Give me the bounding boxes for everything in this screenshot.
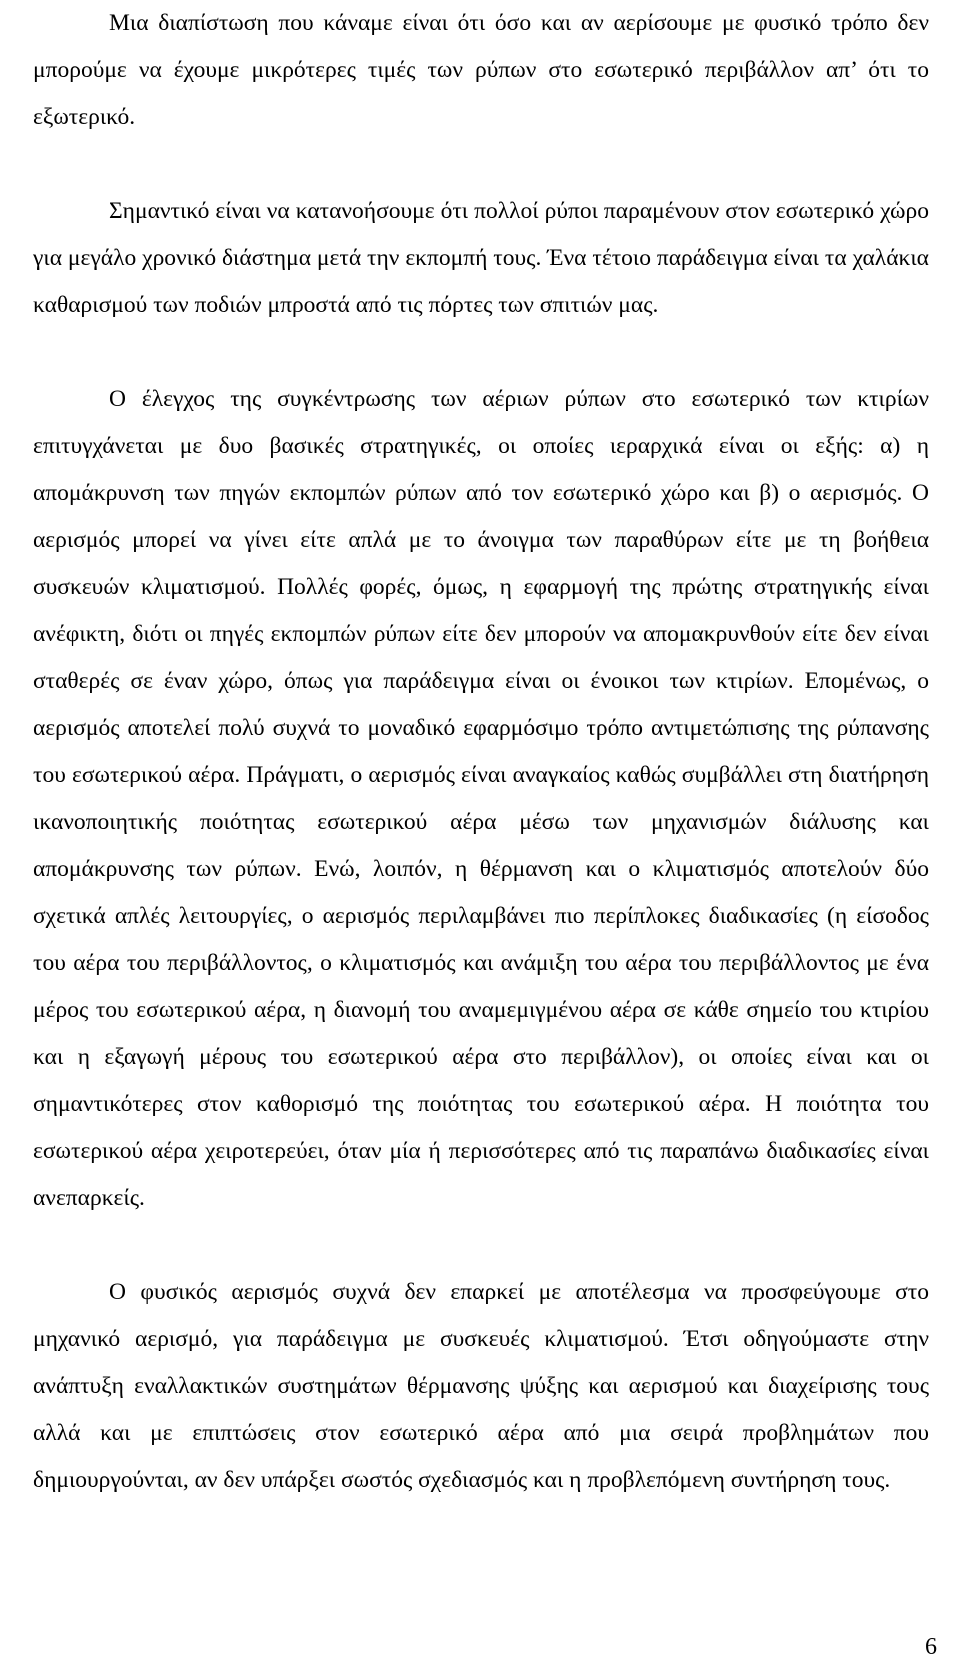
paragraph-spacer: [33, 1222, 929, 1269]
paragraph-4: Ο φυσικός αερισμός συχνά δεν επαρκεί με αποτέλεσμα να προσφεύγουμε στο μηχανικό αερισμό, για παράδειγμα με συσκευές κλιματισμού. Έτσι οδηγούμαστε στην ανάπτυξη εναλλακτικών συστημάτων θέρμανσης ψύξης και αερισμού και διαχείρισης τους αλλά και με επιπτώσεις στον εσωτερικό αέρα από μια σειρά προβλημάτων που δημιουργούνται, αν δεν υπάρξει σωστός σχεδιασμός και η προβλεπόμενη συντήρηση τους.: [33, 1279, 929, 1493]
paragraph-spacer: [33, 141, 929, 188]
paragraph-2: Σημαντικό είναι να κατανοήσουμε ότι πολλοί ρύποι παραμένουν στον εσωτερικό χώρο για μεγάλο χρονικό διάστημα μετά την εκπομπή τους. Ένα τέτοιο παράδειγμα είναι τα χαλάκια καθαρισμού των ποδιών μπροστά από τις πόρτες των σπιτιών μας.: [33, 198, 929, 318]
paragraph-1: Μια διαπίστωση που κάναμε είναι ότι όσο και αν αερίσουμε με φυσικό τρόπο δεν μπορούμε να έχουμε μικρότερες τιμές των ρύπων στο εσωτερικό περιβάλλον απ’ ότι το εξωτερικό.: [33, 10, 929, 130]
paragraph-spacer: [33, 329, 929, 376]
document-page: [33, 0, 929, 1504]
paragraph-3: Ο έλεγχος της συγκέντρωσης των αέριων ρύπων στο εσωτερικό των κτιρίων επιτυγχάνεται με δυο βασικές στρατηγικές, οι οποίες ιεραρχικά είναι οι εξής: α) η απομάκρυνση των πηγών εκπομπών ρύπων από τον εσωτερικό χώρο και β) ο αερισμός. Ο αερισμός μπορεί να γίνει είτε απλά με το άνοιγμα των παραθύρων είτε με τη βοήθεια συσκευών κλιματισμού. Πολλές φορές, όμως, η εφαρμογή της πρώτης στρατηγικής είναι ανέφικτη, διότι οι πηγές εκπομπών ρύπων είτε δεν μπορούν να απομακρυνθούν είτε δεν είναι σταθερές σε έναν χώρο, όπως για παράδειγμα είναι οι ένοικοι των κτιρίων. Επομένως, ο αερισμός αποτελεί πολύ συχνά το μοναδικό εφαρμόσιμο τρόπο αντιμετώπισης της ρύπανσης του εσωτερικού αέρα. Πράγματι, ο αερισμός είναι αναγκαίος καθώς συμβάλλει στη διατήρηση ικανοποιητικής ποιότητας εσωτερικού αέρα μέσω των μηχανισμών διάλυσης και απομάκρυνσης των ρύπων. Ενώ, λοιπόν, η θέρμανση και ο κλιματισμός αποτελούν δύο σχετικά απλές λειτουργίες, ο αερισμός περιλαμβάνει πιο περίπλοκες διαδικασίες (η είσοδος του αέρα του περιβάλλοντος, ο κλιματισμός και ανάμιξη του αέρα του περιβάλλοντος με ένα μέρος του εσωτερικού αέρα, η διανομή του αναμεμιγμένου αέρα σε κάθε σημείο του κτιρίου και η εξαγωγή μέρους του εσωτερικού αέρα στο περιβάλλον), οι οποίες είναι και οι σημαντικότερες στον καθορισμό της ποιότητας του εσωτερικού αέρα. Η ποιότητα του εσωτερικού αέρα χειροτερεύει, όταν μία ή περισσότερες από τις παραπάνω διαδικασίες είναι ανεπαρκείς.: [33, 386, 929, 1211]
page-number: 6: [925, 1634, 937, 1660]
